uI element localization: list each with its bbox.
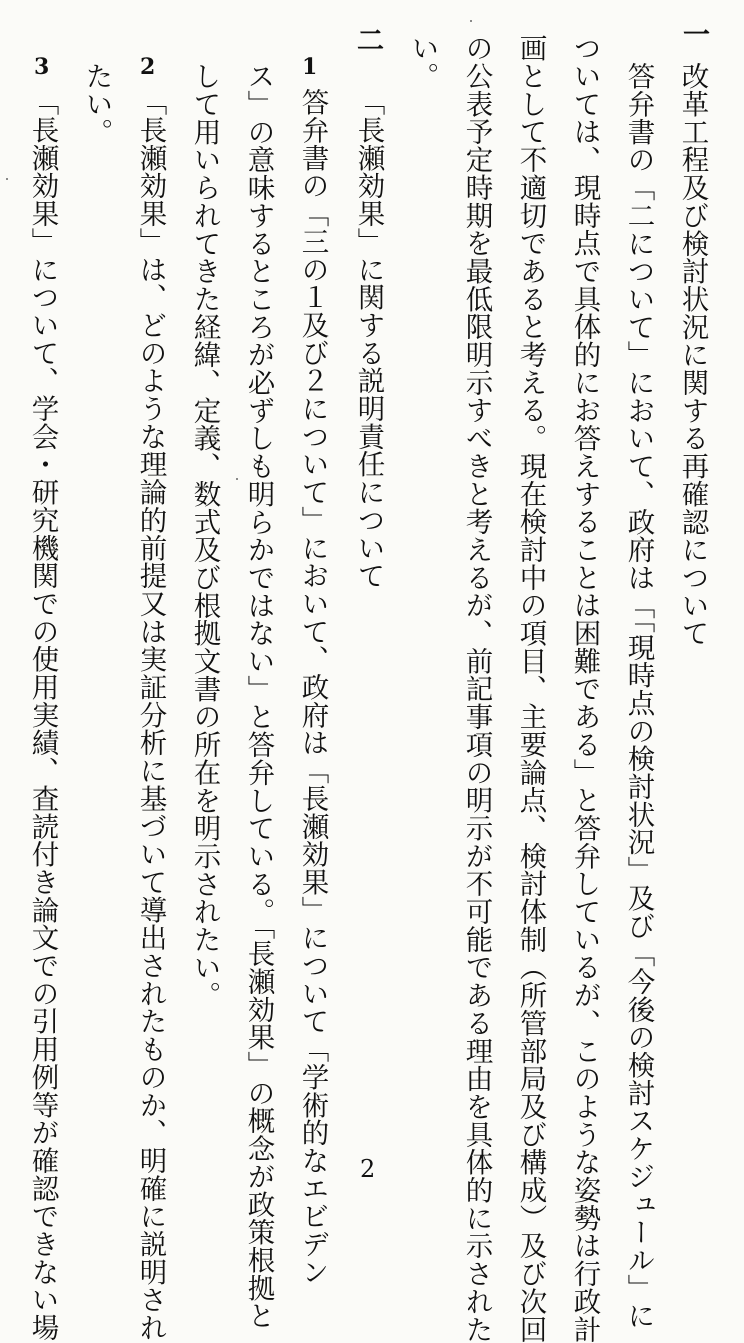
item-2-line: 「長瀬効果」は、どのような理論的前提又は実証分析に基づいて導出されたものか、明確に説明され <box>134 88 167 1342</box>
section-1-line: ついては、現時点で具体的にお答えすることは困難である」と答弁しているが、このような姿勢は行政計 <box>568 34 601 1343</box>
scan-speck <box>6 178 8 180</box>
scan-speck <box>236 478 238 480</box>
item-2-line: たい。 <box>80 62 113 146</box>
item-2-number: 2 <box>140 54 156 80</box>
section-1-line: 答弁書の「二について」において、政府は「「現時点の検討状況」及び「今後の検討スケジュール」に <box>622 62 655 1330</box>
item-1-number: 1 <box>302 54 318 80</box>
section-1-line: い。 <box>406 34 439 90</box>
item-1-line: ス」の意味するところが必ずしも明らかではない」と答弁している。「長瀬効果」の概念が政策根拠と <box>242 62 275 1330</box>
item-3-line: 「長瀬効果」について、学会・研究機関での使用実績、査読付き論文での引用例等が確認できない場 <box>26 88 59 1342</box>
section-1-line: 画として不適切であると考える。現在検討中の項目、主要論点、検討体制（所管部局及び構成）及び次回 <box>514 34 547 1343</box>
scan-speck <box>470 20 472 22</box>
section-1-heading: 改革工程及び検討状況に関する再確認について <box>676 62 709 647</box>
page-number: 2 <box>360 1155 376 1183</box>
section-1-marker: 一 <box>678 20 709 47</box>
section-1-line: の公表予定時期を最低限明示すべきと考えるが、前記事項の明示が不可能である理由を具体的に示された <box>460 34 493 1343</box>
item-3-number: 3 <box>34 54 50 80</box>
item-1-line: して用いられてきた経緯、定義、数式及び根拠文書の所在を明示されたい。 <box>188 62 221 1009</box>
section-2-marker: 二 <box>352 26 383 53</box>
section-2-title: 「長瀬効果」に関する説明責任について <box>352 88 385 590</box>
item-1-line: 答弁書の「三の１及び２について」において、政府は「長瀬効果」について「学術的なエビデン <box>296 88 329 1286</box>
